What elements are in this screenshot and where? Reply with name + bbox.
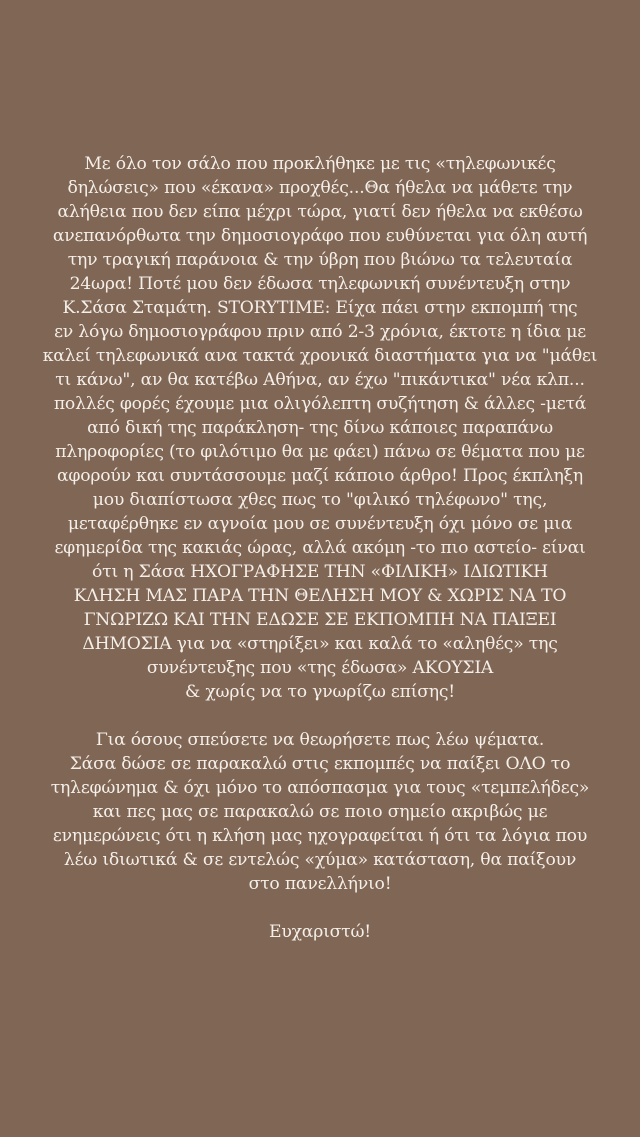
text-line: καλεί τηλεφωνικά ανα τακτά χρονικά διαστήματα για να "μάθει xyxy=(42,346,598,366)
thanks-line: Ευχαριστώ! xyxy=(268,922,372,942)
challenge-paragraph xyxy=(0,728,640,896)
paragraph-spacer xyxy=(0,896,640,920)
text-line: πολλές φορές έχουμε μια ολιγόλεπτη συζήτηση & άλλες -μετά xyxy=(53,394,587,414)
text-line: πληροφορίες (το φιλότιμο θα με φάει) πάνω σε θέματα που με xyxy=(55,442,585,462)
closing-paragraph xyxy=(0,920,640,944)
text-line: Κ.Σάσα Σταμάτη. STORYTIME: Είχα πάει στην εκπομπή της xyxy=(62,298,578,318)
text-line: δηλώσεις» που «έκανα» προχθές...Θα ήθελα να μάθετε την xyxy=(67,178,573,198)
text-line: 24ωρα! Ποτέ μου δεν έδωσα τηλεφωνική συνέντευξη στην xyxy=(69,274,571,294)
text-line: την τραγική παράνοια & την ύβρη που βιώνω τα τελευταία xyxy=(67,250,573,270)
text-line: εφημερίδα της κακιάς ώρας, αλλά ακόμη -το πιο αστείο- είναι xyxy=(54,538,586,558)
text-line: αλήθεια που δεν είπα μέχρι τώρα, γιατί δεν ήθελα να εκθέσω xyxy=(57,202,583,222)
text-line: και πες μας σε παρακαλώ σε ποιο σημείο ακριβώς με xyxy=(92,802,548,822)
text-line: ενημερώνεις ότι η κλήση μας ηχογραφείται ή ότι τα λόγια που xyxy=(52,826,588,846)
text-line: ότι η Σάσα ΗΧΟΓΡΑΦΗΣΕ ΤΗΝ «ΦΙΛΙΚΗ» ΙΔΙΩΤΙΚΗ xyxy=(92,562,548,582)
text-line: λέω ιδιωτικά & σε εντελώς «χύμα» κατάσταση, θα παίξουν xyxy=(63,850,577,870)
text-line: τι κάνω", αν θα κατέβω Αθήνα, αν έχω "πικάντικα" νέα κλπ... xyxy=(55,370,585,390)
paragraph-spacer xyxy=(0,704,640,728)
text-line: ΓΝΩΡΙΖΩ ΚΑΙ ΤΗΝ ΕΔΩΣΕ ΣΕ ΕΚΠΟΜΠΗ ΝΑ ΠΑΙΞΕΙ xyxy=(83,610,557,630)
text-line: συνέντευξης που «της έδωσα» ΑΚΟΥΣΙΑ xyxy=(146,658,494,678)
text-line: Με όλο τον σάλο που προκλήθηκε με τις «τηλεφωνικές xyxy=(84,154,556,174)
text-line: από δική της παράκληση- της δίνω κάποιες παραπάνω xyxy=(87,418,553,438)
text-line: μεταφέρθηκε εν αγνοία μου σε συνέντευξη όχι μόνο σε μια xyxy=(67,514,573,534)
text-line: ανεπανόρθωτα την δημοσιογράφο που ευθύνεται για όλη αυτή xyxy=(52,226,588,246)
text-line: στο πανελλήνιο! xyxy=(248,874,392,894)
text-line: τηλεφώνημα & όχι μόνο το απόσπασμα για τους «τεμπελήδες» xyxy=(50,778,590,798)
text-line: Για όσους σπεύσετε να θεωρήσετε πως λέω ψέματα. xyxy=(95,730,545,750)
text-line: ΔΗΜΟΣΙΑ για να «στηρίξει» και καλά το «αληθές» της xyxy=(82,634,558,654)
text-line: αφορούν και συντάσσουμε μαζί κάποιο άρθρο! Προς έκπληξη xyxy=(56,466,584,486)
text-line: μου διαπίστωσα χθες πως το "φιλικό τηλέφωνο" της, xyxy=(92,490,548,510)
statement-paragraph xyxy=(0,152,640,704)
text-line: Σάσα δώσε σε παρακαλώ στις εκπομπές να παίξει ΟΛΟ το xyxy=(69,754,571,774)
text-line: ΚΛΗΣΗ ΜΑΣ ΠΑΡΑ ΤΗΝ ΘΕΛΗΣΗ ΜΟΥ & ΧΩΡΙΣ ΝΑ ΤΟ xyxy=(73,586,567,606)
text-line: & χωρίς να το γνωρίζω επίσης! xyxy=(184,682,456,702)
text-line: εν λόγω δημοσιογράφου πριν από 2-3 χρόνια, έκτοτε η ίδια με xyxy=(54,322,586,342)
